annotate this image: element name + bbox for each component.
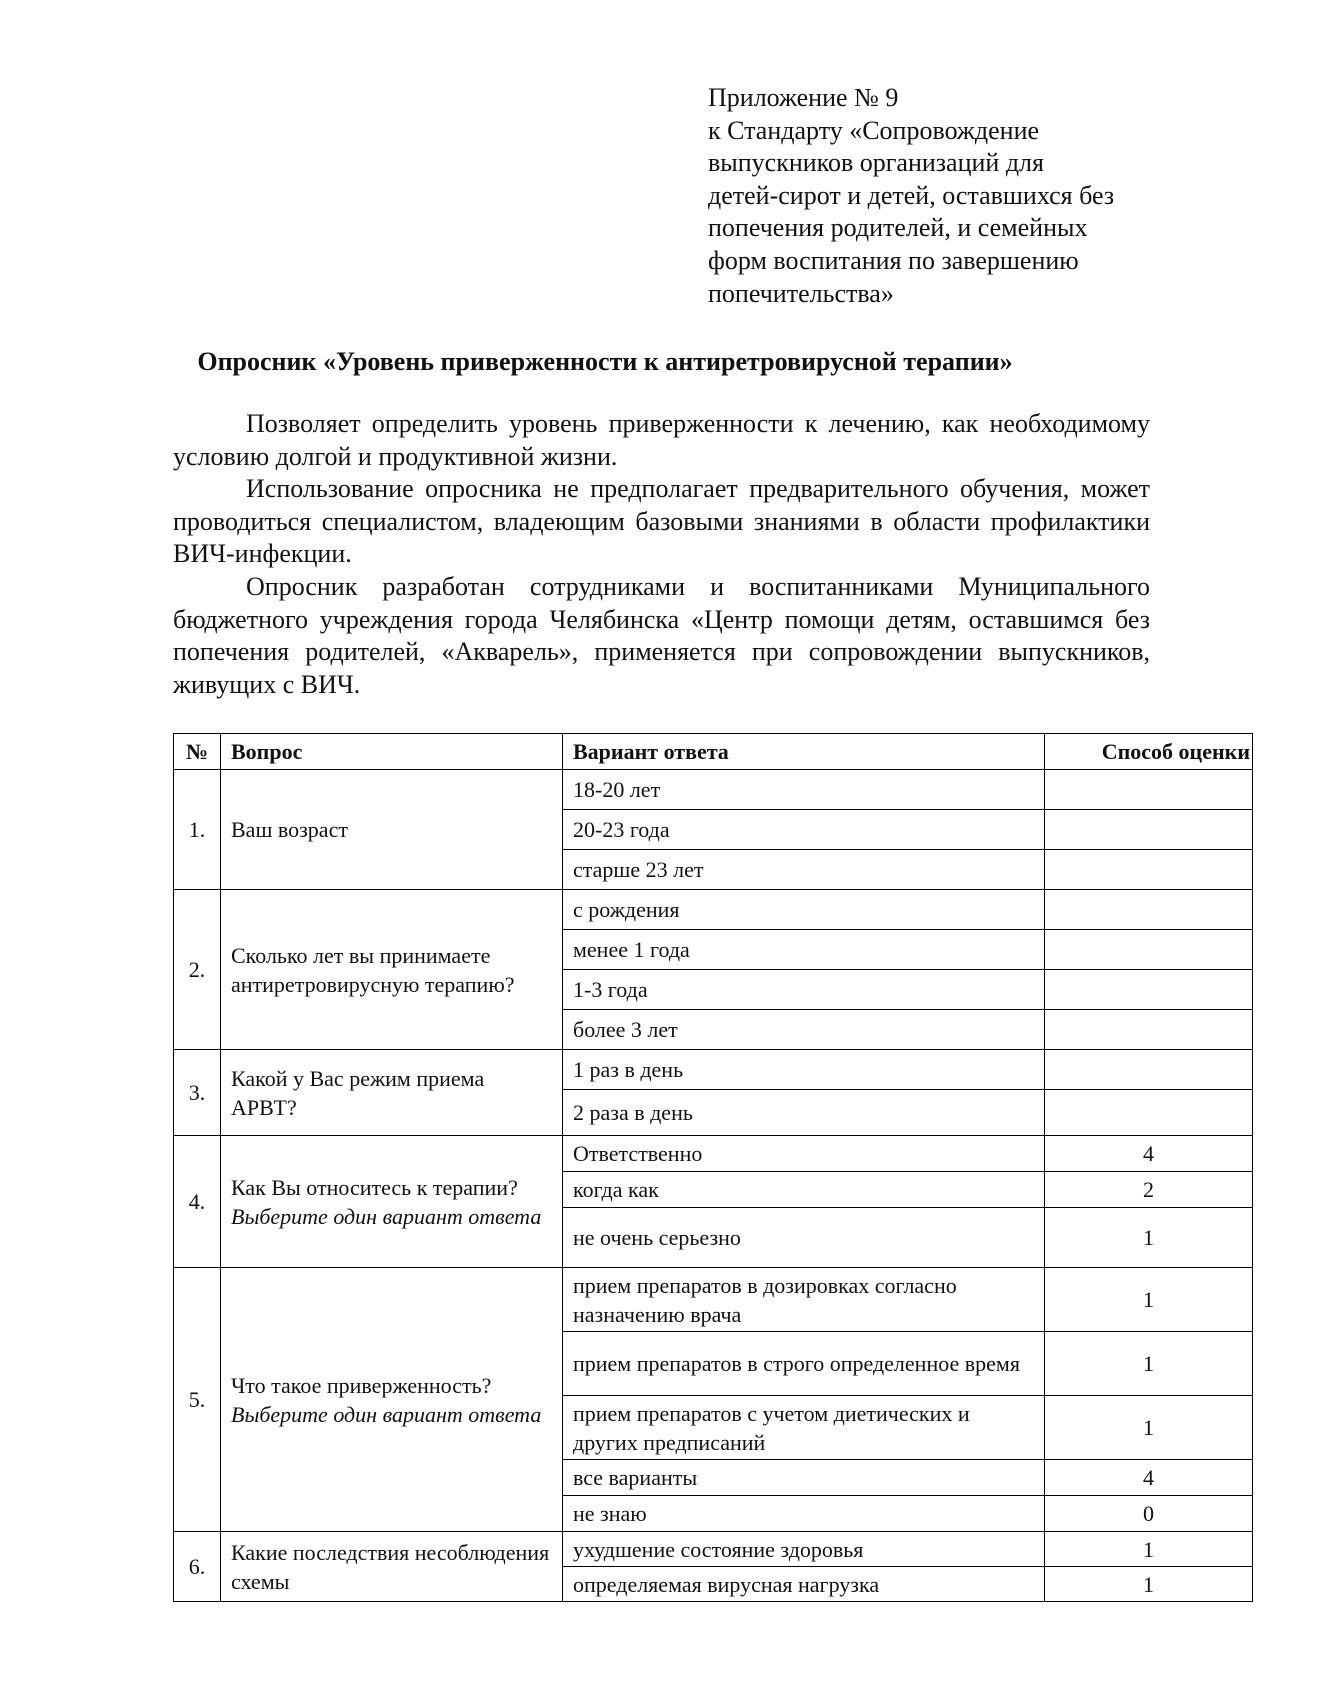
- answer-option: 1-3 года: [563, 970, 1045, 1010]
- answer-option: с рождения: [563, 890, 1045, 930]
- answer-option: не знаю: [563, 1496, 1045, 1532]
- appendix-note: [708, 82, 1168, 310]
- answer-option: старше 23 лет: [563, 850, 1045, 890]
- answer-score: [1045, 770, 1253, 810]
- answer-score: [1045, 970, 1253, 1010]
- intro-paragraph: Позволяет определить уровень приверженности к лечению, как необходимому условию долгой и продуктивной жизни.: [173, 409, 1150, 471]
- appendix-line: Приложение № 9: [708, 83, 899, 112]
- answer-score: 1: [1045, 1332, 1253, 1396]
- header-score: Способ оценки: [1045, 734, 1253, 770]
- answer-option: 18-20 лет: [563, 770, 1045, 810]
- table-body: [174, 770, 1253, 1602]
- answer-score: [1045, 810, 1253, 850]
- answer-score: [1045, 890, 1253, 930]
- appendix-line: попечительства»: [708, 278, 894, 308]
- question-hint: Выберите один вариант ответа: [231, 1203, 542, 1229]
- question-number: 1.: [174, 770, 221, 890]
- question-text: Как Вы относитесь к терапии?: [231, 1174, 518, 1200]
- answer-score: 4: [1045, 1136, 1253, 1172]
- answer-option: прием препаратов в дозировках согласно назначению врача: [563, 1268, 1045, 1332]
- appendix-line: выпускников организаций для: [708, 148, 1044, 178]
- questionnaire-table: [173, 733, 1253, 1602]
- question-text: Сколько лет вы принимаете антиретровирусную терапию?: [231, 942, 515, 997]
- question-cell: [221, 1136, 563, 1268]
- answer-option: прием препаратов с учетом диетических и других предписаний: [563, 1396, 1045, 1460]
- answer-option: 20-23 года: [563, 810, 1045, 850]
- table-row: [174, 1050, 1253, 1090]
- question-number: 6.: [174, 1532, 221, 1602]
- intro-paragraph: Использование опросника не предполагает предварительного обучения, может проводиться специалистом, владеющим базовыми знаниями в области профилактики ВИЧ-инфекции.: [173, 474, 1150, 569]
- answer-score: [1045, 1090, 1253, 1136]
- table-row: [174, 890, 1253, 930]
- appendix-line: детей-сирот и детей, оставшихся без: [708, 180, 1115, 210]
- answer-score: 1: [1045, 1268, 1253, 1332]
- question-number: 3.: [174, 1050, 221, 1136]
- table-row: [174, 1532, 1253, 1567]
- answer-option: когда как: [563, 1172, 1045, 1208]
- question-number: 2.: [174, 890, 221, 1050]
- answer-option: Ответственно: [563, 1136, 1045, 1172]
- document-title-wrap: [0, 346, 1320, 378]
- answer-score: [1045, 1010, 1253, 1050]
- table-row: [174, 770, 1253, 810]
- question-text: Что такое приверженность?: [231, 1372, 492, 1398]
- question-cell: [221, 1050, 563, 1136]
- header-answer: Вариант ответа: [563, 734, 1045, 770]
- question-text: Какие последствия несоблюдения схемы: [231, 1539, 550, 1594]
- document-title: Опросник «Уровень приверженности к антиретровирусной терапии»: [197, 347, 1013, 376]
- answer-score: 1: [1045, 1208, 1253, 1268]
- answer-option: прием препаратов в строго определенное время: [563, 1332, 1045, 1396]
- answer-option: определяемая вирусная нагрузка: [563, 1567, 1045, 1602]
- question-cell: [221, 770, 563, 890]
- table-header-row: [174, 734, 1253, 770]
- answer-option: все варианты: [563, 1460, 1045, 1496]
- header-num: №: [174, 734, 221, 770]
- answer-score: 0: [1045, 1496, 1253, 1532]
- appendix-line: попечения родителей, и семейных: [708, 213, 1088, 243]
- table-row: [174, 1136, 1253, 1172]
- answer-score: 2: [1045, 1172, 1253, 1208]
- answer-option: более 3 лет: [563, 1010, 1045, 1050]
- answer-score: [1045, 930, 1253, 970]
- answer-option: ухудшение состояние здоровья: [563, 1532, 1045, 1567]
- answer-score: 4: [1045, 1460, 1253, 1496]
- question-number: 5.: [174, 1268, 221, 1532]
- table-row: [174, 1268, 1253, 1332]
- question-number: 4.: [174, 1136, 221, 1268]
- answer-option: не очень серьезно: [563, 1208, 1045, 1268]
- question-text: Ваш возраст: [231, 817, 348, 842]
- answer-score: 1: [1045, 1532, 1253, 1567]
- question-cell: [221, 1268, 563, 1532]
- appendix-line: форм воспитания по завершению: [708, 245, 1079, 275]
- question-hint: Выберите один вариант ответа: [231, 1401, 542, 1427]
- answer-option: менее 1 года: [563, 930, 1045, 970]
- answer-score: [1045, 1050, 1253, 1090]
- question-cell: [221, 890, 563, 1050]
- answer-score: 1: [1045, 1396, 1253, 1460]
- question-text: Какой у Вас режим приема АРВТ?: [231, 1065, 485, 1120]
- header-question: Вопрос: [221, 734, 563, 770]
- question-cell: [221, 1532, 563, 1602]
- appendix-line: к Стандарту «Сопровождение: [708, 115, 1040, 145]
- intro-text: [173, 408, 1150, 701]
- answer-option: 1 раз в день: [563, 1050, 1045, 1090]
- intro-paragraph: Опросник разработан сотрудниками и воспитанниками Муниципального бюджетного учреждения города Челябинска «Центр помощи детям, оставшимся без попечения родителей, «Акварель», применяется при сопровождении выпускников, живущих с ВИЧ.: [173, 571, 1150, 699]
- answer-score: [1045, 850, 1253, 890]
- answer-score: 1: [1045, 1567, 1253, 1602]
- answer-option: 2 раза в день: [563, 1090, 1045, 1136]
